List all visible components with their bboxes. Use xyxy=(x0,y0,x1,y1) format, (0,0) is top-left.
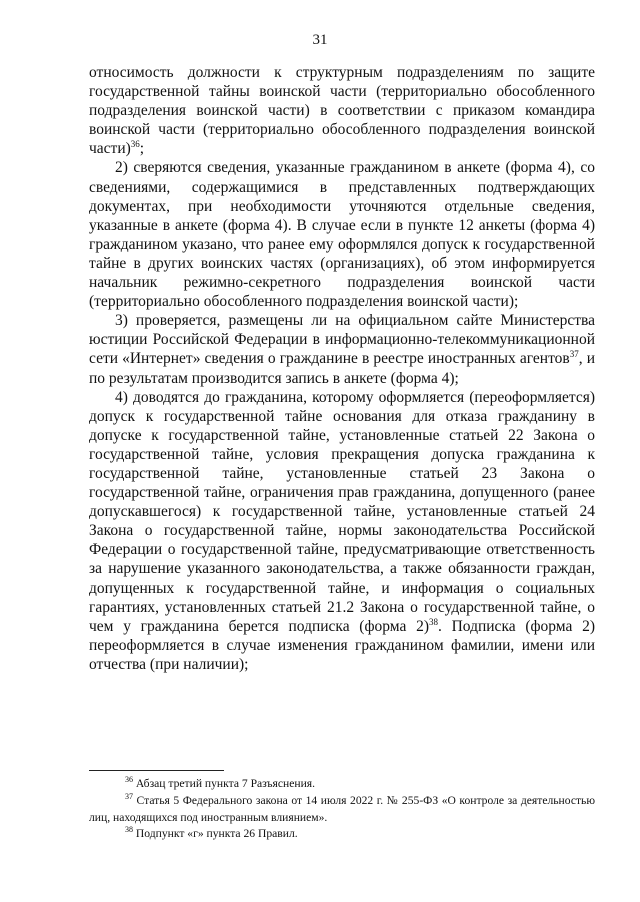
paragraph-item-3 xyxy=(89,311,595,387)
paragraph-text-end: , и по результатам производится запись в анкете (форма 4); xyxy=(89,350,596,387)
footnotes xyxy=(89,776,595,843)
body-text xyxy=(89,63,595,674)
paragraph-text-end: . Подписка (форма 2) переоформляется в случае изменения гражданином фамилии, имени или отчества (при наличии); xyxy=(89,617,596,673)
footnote-number: 36 xyxy=(125,775,133,785)
footnote-38 xyxy=(89,826,595,843)
footnote-ref-36: 36 xyxy=(130,139,140,150)
paragraph-text-end: ; xyxy=(139,140,145,158)
footnote-text: Подпункт «г» пункта 26 Правил. xyxy=(133,827,298,841)
footnote-ref-38: 38 xyxy=(429,616,438,627)
footnote-36 xyxy=(89,776,595,793)
footnote-text: Статья 5 Федерального закона от 14 июля 2022 г. № 255-ФЗ «О контроле за деятельностью лиц, находящихся под иностранным влиянием». xyxy=(89,793,595,824)
paragraph-text: 3) проверяется, размещены ли на официальном сайте Министерства юстиции Российской Федерации в информационно-телекоммуникационной сети «Интернет» сведения о гражданине в реестре иностранных агентов xyxy=(89,312,595,368)
footnote-text: Абзац третий пункта 7 Разъяснения. xyxy=(133,777,316,790)
paragraph-intro xyxy=(89,63,595,158)
page-number: 31 xyxy=(312,32,328,48)
paragraph-text: 2) сверяются сведения, указанные гражданином в анкете (форма 4), со сведениями, содержащимися в представленных подтверждающих документах, при необходимости уточняются отдельные сведения, указанные в анкете (форма 4). В случае если в пункте 12 анкеты (форма 4) гражданином указано, что ранее ему оформлялся допуск к государственной тайне в других воинских частях (организациях), об этом информируется начальник режимно-секретного подразделения воинской части (территориально обособленного подразделения воинской части); xyxy=(89,159,595,311)
paragraph-item-2 xyxy=(89,158,595,311)
paragraph-item-4 xyxy=(89,388,595,674)
footnote-divider xyxy=(89,770,224,771)
footnote-number: 37 xyxy=(125,791,133,801)
footnote-number: 38 xyxy=(125,825,133,835)
footnote-37 xyxy=(89,793,595,827)
paragraph-text: относимость должности к структурным подразделениям по защите государственной тайны воинской части (территориально обособленного подразделения воинской части) в соответствии с приказом командира воинской части (территориально обособленного подразделения воинской части) xyxy=(89,64,595,158)
footnote-ref-37: 37 xyxy=(569,349,579,360)
paragraph-text: 4) доводятся до гражданина, которому оформляется (переоформляется) допуск к государственной тайне основания для отказа гражданину в допуске к государственной тайне, установленные статьей 22 Закона о государственной тайне, условия прекращения допуска гражданина к государственной тайне, установленные статьей 23 Закона о государственной тайне, ограничения прав гражданина, допущенного (ранее допускавшегося) к государственной тайне, установленные статьей 24 Закона о государственной тайне, нормы законодательства Российской Федерации о государственной тайне, предусматривающие ответственность за нарушение указанного законодательства, а также обязанности граждан, допущенных к государственной тайне, и информация о социальных гарантиях, установленных статьей 21.2 Закона о государственной тайне, о чем у гражданина берется подписка (форма 2) xyxy=(89,388,595,635)
